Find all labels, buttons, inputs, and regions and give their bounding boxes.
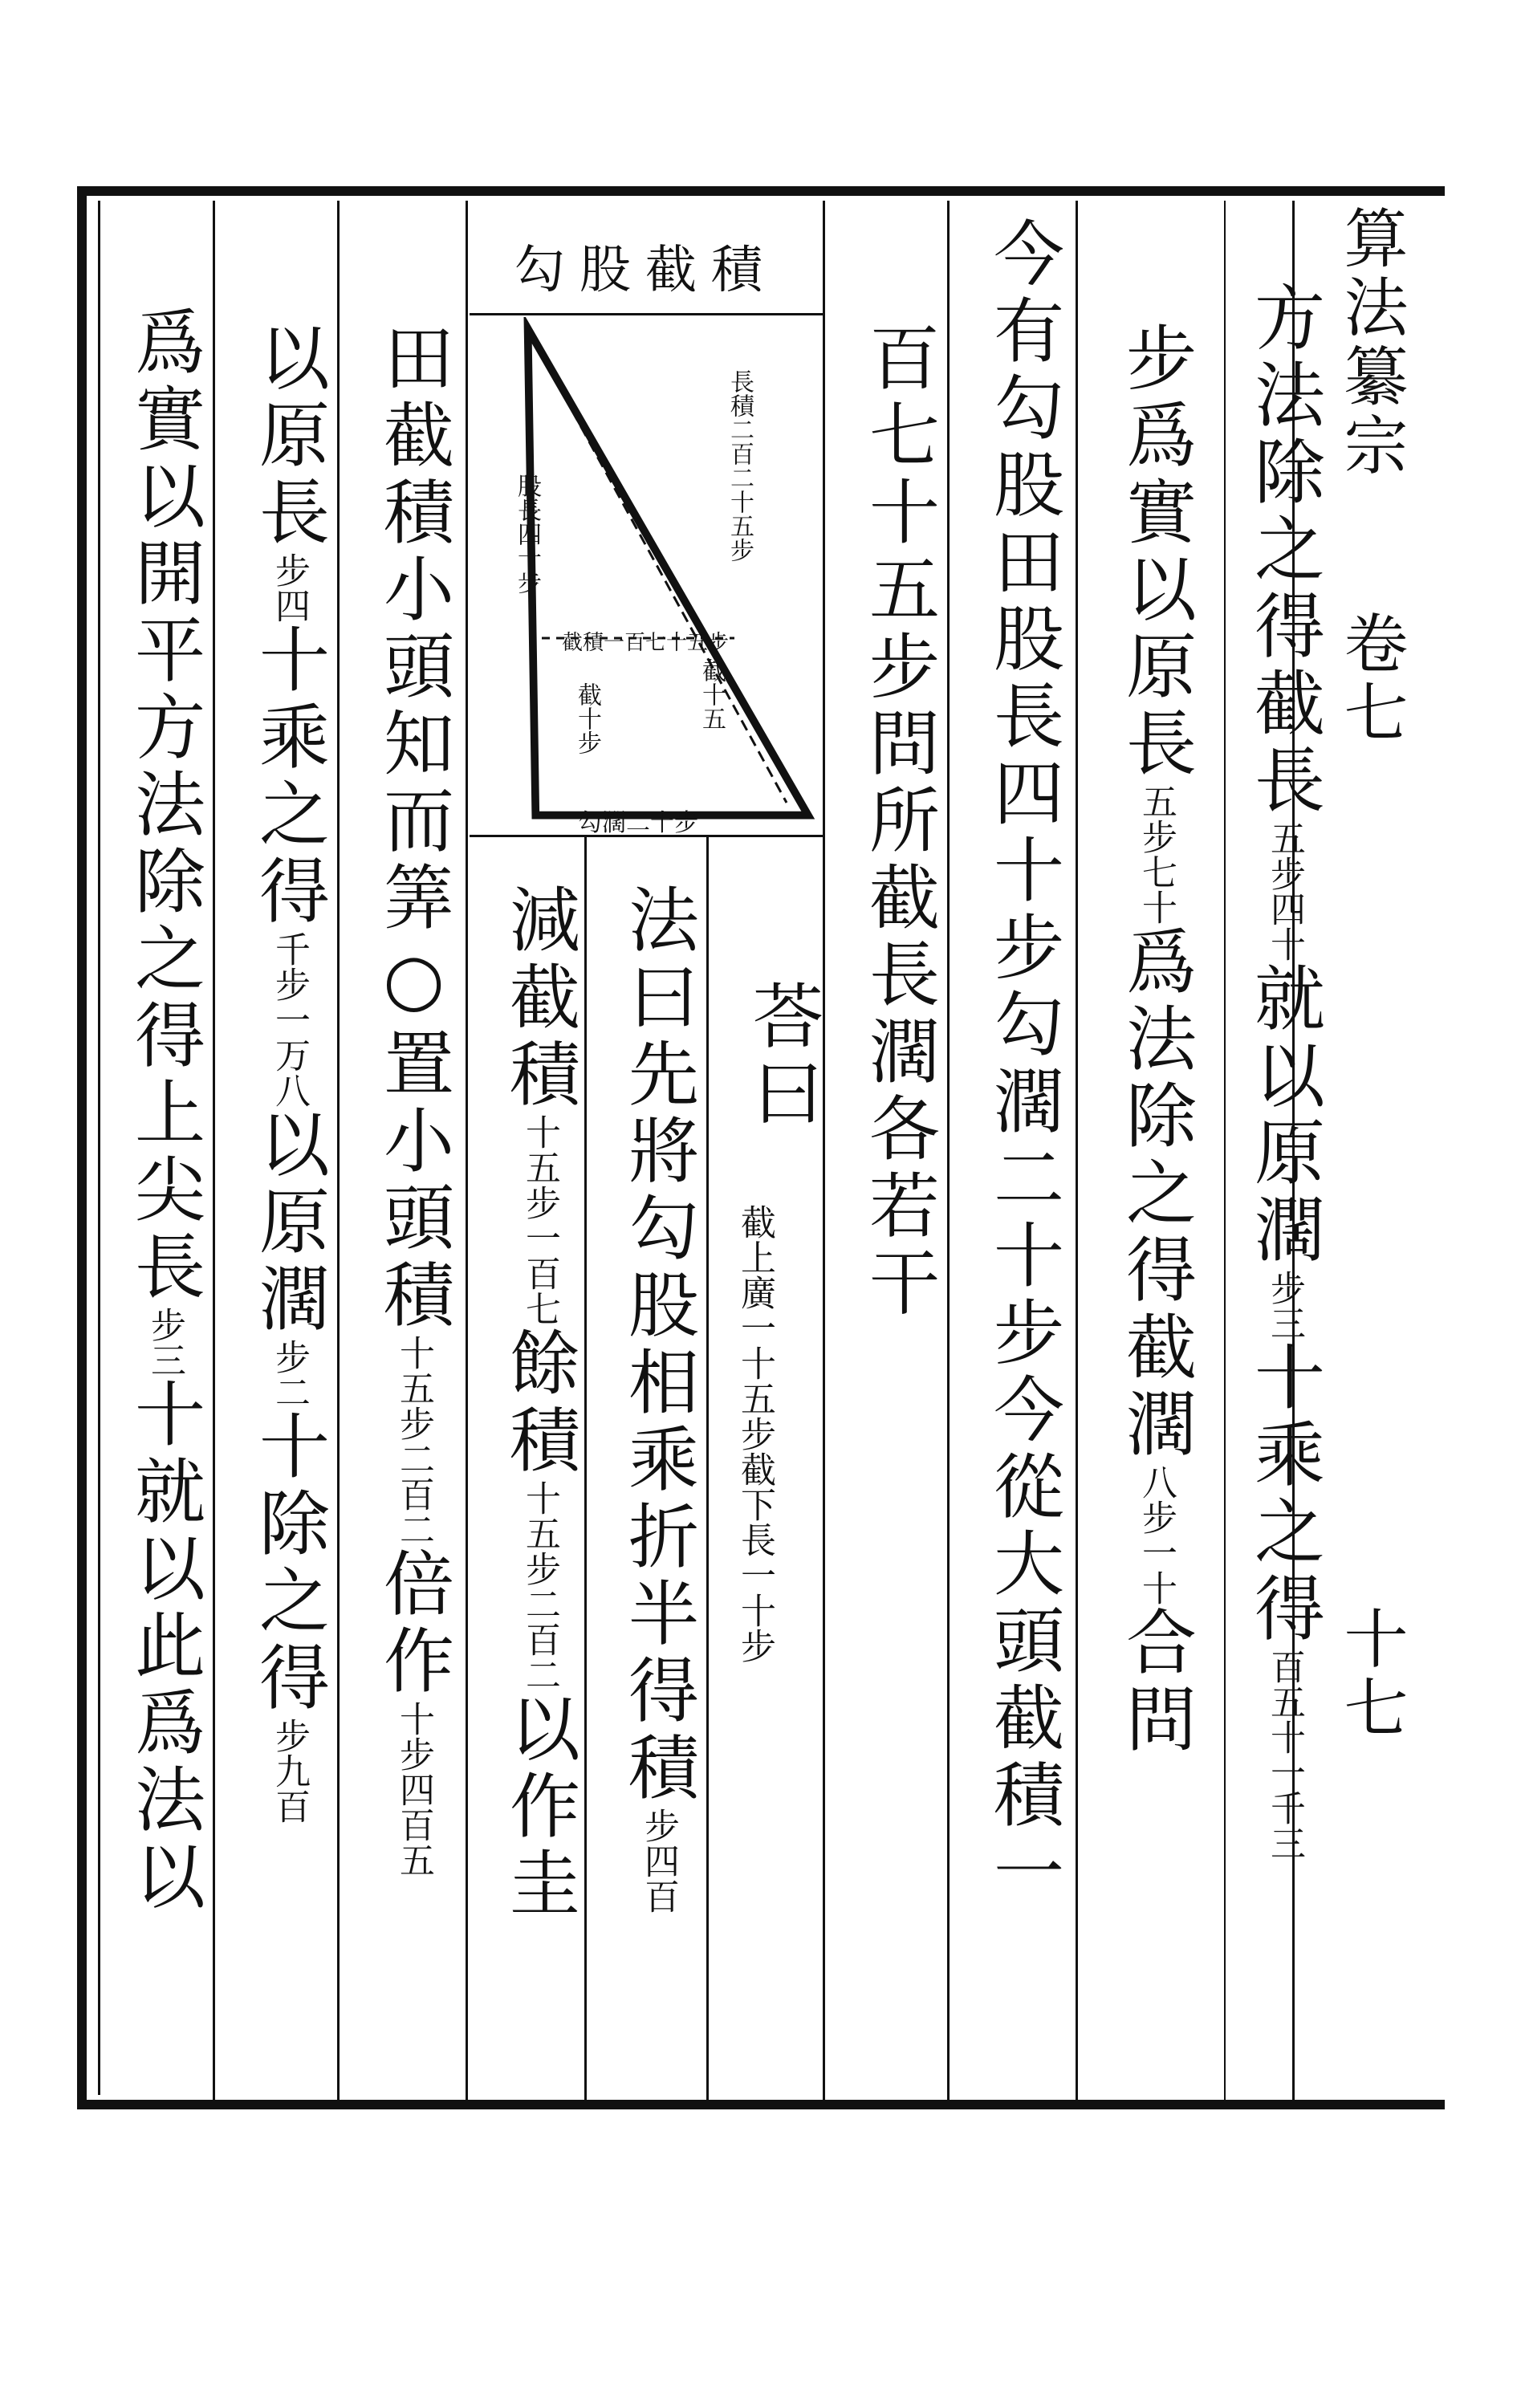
main-text: 方法除之得截長 (1243, 281, 1326, 820)
note-line: 十五步 (519, 1480, 560, 1586)
inner-left-border (98, 201, 100, 2095)
column-rule (466, 201, 468, 2103)
main-text: 以原長 (248, 321, 331, 552)
interlinear-note (145, 1307, 184, 1377)
main-text: 法曰先將勾股相乘折半得積 (617, 883, 700, 1808)
column-rule (823, 201, 825, 2103)
note-line: 四百 (638, 1843, 679, 1914)
label-cut-area: 截積一百七十五步 (562, 631, 730, 655)
interlinear-note (1137, 1464, 1175, 1605)
text-column-3 (975, 217, 1072, 1912)
interlinear-note (394, 1701, 433, 1877)
label-leg-length: 股長四十步 (513, 474, 541, 594)
note-line: 一十 (1136, 1535, 1177, 1605)
text-column-7 (491, 883, 588, 1923)
diagram-top-rule (470, 313, 823, 315)
interlinear-note (1265, 1270, 1303, 1340)
interlinear-note (639, 1808, 677, 1914)
main-text: 百七十五步問所截長濶各若干 (858, 321, 941, 1323)
text-column-8 (365, 321, 462, 1877)
main-text: 十就以此爲法以 (124, 1377, 206, 1917)
main-text: 倍作 (372, 1547, 455, 1701)
note-line: 一万八 (269, 1002, 310, 1108)
note-line: 步 (269, 1718, 310, 1753)
interlinear-note (1137, 783, 1175, 925)
interlinear-note (520, 1480, 559, 1692)
main-text: 以原濶 (248, 1108, 331, 1339)
note-line: 步 (269, 552, 310, 588)
volume-label (1324, 610, 1417, 748)
note-line: 八步 (1136, 1464, 1177, 1535)
left-border (77, 186, 87, 2109)
column-rule (947, 201, 950, 2103)
label-cut-width: 截十五 (697, 658, 726, 730)
text-column-5 (734, 979, 831, 1133)
text-column-2 (1108, 321, 1204, 1759)
note-line: 截上廣一十五步 (734, 1204, 775, 1451)
main-text: 減截積 (498, 883, 581, 1114)
main-text: 餘積 (498, 1326, 581, 1480)
main-text: 爲實以開平方法除之得上尖長 (124, 305, 206, 1307)
main-text: 以作圭 (498, 1692, 581, 1923)
main-text: 十乘之得 (248, 623, 331, 931)
column-rule (337, 201, 340, 2103)
note-line: 二 (269, 1374, 310, 1409)
note-line: 十五步 (393, 1335, 434, 1441)
book-title-text: 算法纂宗 (1333, 205, 1408, 481)
note-line: 五步 (1264, 820, 1305, 891)
main-text: 荅曰 (742, 979, 824, 1133)
note-line: 三 (1264, 1305, 1305, 1340)
label-remaining-area: 長積二百二十五步 (726, 369, 754, 562)
text-column-6 (610, 883, 706, 1914)
text-column-1 (1236, 281, 1332, 1861)
main-text: 步爲實以原長 (1115, 321, 1198, 783)
note-line: 四十 (1264, 891, 1305, 962)
main-text: 十除之得 (248, 1409, 331, 1718)
top-border (77, 186, 1445, 196)
interlinear-note (270, 1339, 308, 1409)
text-column-9 (241, 321, 337, 1824)
note-line: 三 (144, 1342, 185, 1377)
main-text: 爲法除之得截濶 (1115, 925, 1198, 1464)
main-text: 十乘之得 (1243, 1340, 1326, 1649)
note-line: 步 (1264, 1270, 1305, 1305)
note-line: 四 (269, 588, 310, 623)
note-line: 步 (638, 1808, 679, 1843)
interlinear-note (394, 1335, 433, 1547)
note-line: 十五步 (519, 1114, 560, 1220)
main-text: 今有勾股田股長四十步勾濶二十步今從大頭截積一 (982, 217, 1065, 1912)
column-rule (213, 201, 215, 2103)
note-line: 四百五 (393, 1771, 434, 1877)
column-rule (1224, 201, 1226, 2103)
label-cut-length: 截十步 (573, 682, 601, 755)
note-line: 步 (269, 1339, 310, 1374)
note-line: 二百二 (519, 1586, 560, 1692)
interlinear-note (270, 1718, 308, 1824)
note-line: 二百二 (393, 1441, 434, 1547)
interlinear-note (270, 931, 308, 1108)
note-line: 九百 (269, 1753, 310, 1824)
interlinear-note (1265, 820, 1303, 962)
note-line: 五步 (1136, 783, 1177, 854)
label-base-width: 勾濶二十步 (578, 809, 698, 837)
note-line: 十步 (393, 1701, 434, 1771)
main-text: 合問 (1115, 1605, 1198, 1759)
note-line: 千步 (269, 931, 310, 1002)
interlinear-note (1265, 1649, 1303, 1861)
note-line: 一千三 (1264, 1755, 1305, 1861)
book-title (1324, 205, 1417, 481)
note-line: 一百七 (519, 1220, 560, 1326)
note-line: 百五十 (1264, 1649, 1305, 1755)
note-line: 截下長一十步 (734, 1451, 775, 1663)
page-number (1324, 1605, 1417, 1743)
interlinear-note (270, 552, 308, 623)
main-text: 田截積小頭知而筭○置小頭積 (372, 321, 455, 1335)
note-line: 步 (144, 1307, 185, 1342)
interlinear-note (735, 1204, 774, 1663)
main-text: 就以原濶 (1243, 962, 1326, 1270)
text-column-10 (116, 305, 213, 1917)
answer-detail (706, 1204, 803, 1663)
column-rule (1076, 201, 1078, 2103)
volume-text: 卷七 (1333, 610, 1408, 748)
page-number-text: 十七 (1333, 1605, 1408, 1743)
text-column-4 (851, 321, 947, 1323)
interlinear-note (520, 1114, 559, 1326)
note-line: 七十 (1136, 854, 1177, 925)
bottom-border (77, 2100, 1445, 2109)
diagram-title: 勾股截積 (514, 241, 777, 300)
